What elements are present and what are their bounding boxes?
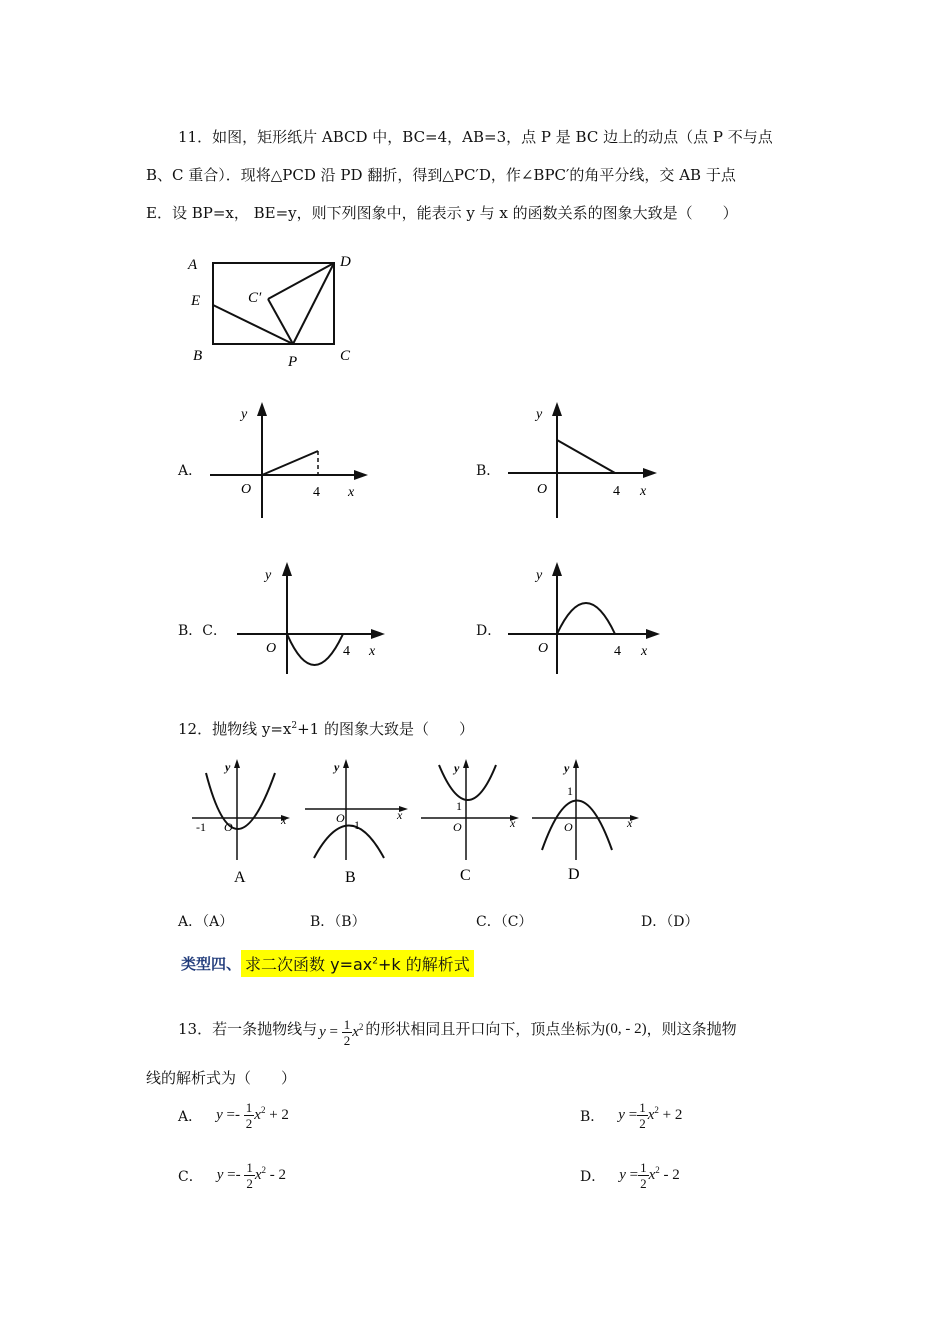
svg-text:-1: -1	[196, 820, 206, 834]
q12-option-c[interactable]: C．（C）	[476, 914, 533, 930]
svg-text:y: y	[241, 407, 248, 422]
svg-text:D: D	[568, 866, 580, 883]
svg-text:O: O	[241, 482, 252, 497]
svg-text:y: y	[225, 760, 231, 774]
q12-graphs	[190, 755, 650, 890]
svg-text:x: x	[510, 816, 516, 830]
svg-text:4: 4	[614, 644, 621, 659]
svg-text:O: O	[453, 820, 462, 834]
svg-text:y: y	[454, 761, 460, 775]
q12-stem: 12．抛物线 $y=x^2+1$ 的图象大致是（ ）	[178, 720, 474, 738]
svg-text:y: y	[564, 761, 570, 775]
q11-option-b-label[interactable]: B．	[476, 463, 501, 479]
svg-text:y: y	[536, 568, 543, 583]
svg-text:4: 4	[613, 484, 620, 499]
q13-option-a[interactable]: A． y =- $\frac{1}{2}$ $x^2 + 2$	[178, 1100, 289, 1131]
graph-c-curve	[287, 634, 343, 665]
label-a: A	[188, 257, 198, 273]
q12-graph-b	[305, 759, 408, 886]
q11-line2: B、C 重合）．现将△PCD 沿 PD 翻折，得到△PC′D，作∠BPC′的角平分线，交 AB 于点	[146, 166, 736, 184]
q11-option-d-label[interactable]: D．	[476, 623, 502, 639]
svg-text:O: O	[266, 641, 277, 656]
svg-text:O: O	[336, 811, 345, 825]
svg-text:x: x	[348, 485, 355, 500]
graph-a-line	[262, 451, 318, 475]
svg-text:1: 1	[456, 799, 462, 813]
svg-text:B: B	[345, 869, 356, 886]
q11-graph-b	[505, 398, 675, 523]
svg-text:O: O	[224, 820, 233, 834]
svg-text:y: y	[536, 407, 543, 422]
q11-rectangle-figure	[180, 245, 370, 375]
q12-graph-c	[421, 759, 519, 884]
svg-text:x: x	[369, 644, 376, 659]
section-highlight: 求二次函数 $y=ax^2+k$ 的解析式	[241, 950, 474, 977]
label-p: P	[288, 354, 298, 370]
svg-text:x: x	[641, 644, 648, 659]
q13-stem: 13．若一条抛物线与 y = $\frac{1}{2}$ $x^2$ 的形状相同且开口向下，顶点坐标为 (0, - 2) ，则这条抛物	[178, 1010, 737, 1048]
section-label: 类型四、	[181, 955, 242, 973]
label-c: C	[340, 348, 351, 364]
q11-option-c-label[interactable]: B．C．	[178, 623, 227, 639]
svg-text:A: A	[234, 869, 246, 886]
q11-graph-c	[235, 558, 395, 678]
q13-option-b[interactable]: B． y = $\frac{1}{2}$ $x^2 + 2$	[580, 1100, 683, 1131]
label-c-prime: C′	[248, 290, 262, 306]
graph-d-curve	[557, 603, 615, 634]
svg-text:O: O	[538, 641, 549, 656]
label-b: B	[193, 348, 203, 364]
q13-line2: 线的解析式为（ ）	[146, 1069, 297, 1087]
svg-text:4: 4	[343, 644, 350, 659]
svg-text:x: x	[397, 808, 403, 822]
label-e: E	[191, 293, 201, 309]
q12-graph-d	[532, 759, 639, 883]
segment-ep	[213, 305, 293, 344]
q13-reference-formula: y = $\frac{1}{2}$ $x^2$	[319, 1016, 364, 1048]
svg-text:C: C	[460, 867, 471, 884]
q12-option-d[interactable]: D．（D）	[641, 914, 699, 930]
svg-text:x: x	[640, 484, 647, 499]
q11-line1: 11．如图，矩形纸片 ABCD 中，BC=4，AB=3，点 P 是 BC 边上的动点（点 P 不与点	[178, 128, 773, 146]
svg-text:y: y	[334, 760, 340, 774]
svg-text:y: y	[265, 568, 272, 583]
q13-option-d[interactable]: D． y = $\frac{1}{2}$ $x^2 - 2$	[580, 1160, 680, 1191]
svg-text:x: x	[281, 813, 287, 827]
svg-text:1: 1	[567, 784, 573, 798]
section-heading	[181, 950, 474, 977]
svg-text:O: O	[564, 820, 573, 834]
svg-text:O: O	[537, 482, 548, 497]
q11-graph-a	[205, 398, 375, 523]
q12-option-a[interactable]: A．（A）	[178, 914, 234, 930]
q12-graph-a	[192, 759, 290, 886]
q12-option-b[interactable]: B．（B）	[310, 914, 366, 930]
svg-text:x: x	[627, 816, 633, 830]
svg-text:-1: -1	[350, 818, 360, 832]
label-d: D	[340, 254, 351, 270]
q11-option-a-label[interactable]: A．	[178, 463, 203, 479]
q11-graph-d	[505, 558, 675, 678]
q13-vertex: (0, - 2)	[605, 1021, 647, 1037]
q13-option-c[interactable]: C． y =- $\frac{1}{2}$ $x^2 - 2$	[178, 1160, 287, 1191]
q11-line3: E．设 BP=x， BE=y，则下列图象中，能表示 y 与 x 的函数关系的图象大致是（ ）	[146, 204, 738, 222]
svg-text:4: 4	[313, 485, 320, 500]
rectangle-abcd	[213, 263, 334, 344]
graph-b-line	[557, 440, 615, 473]
